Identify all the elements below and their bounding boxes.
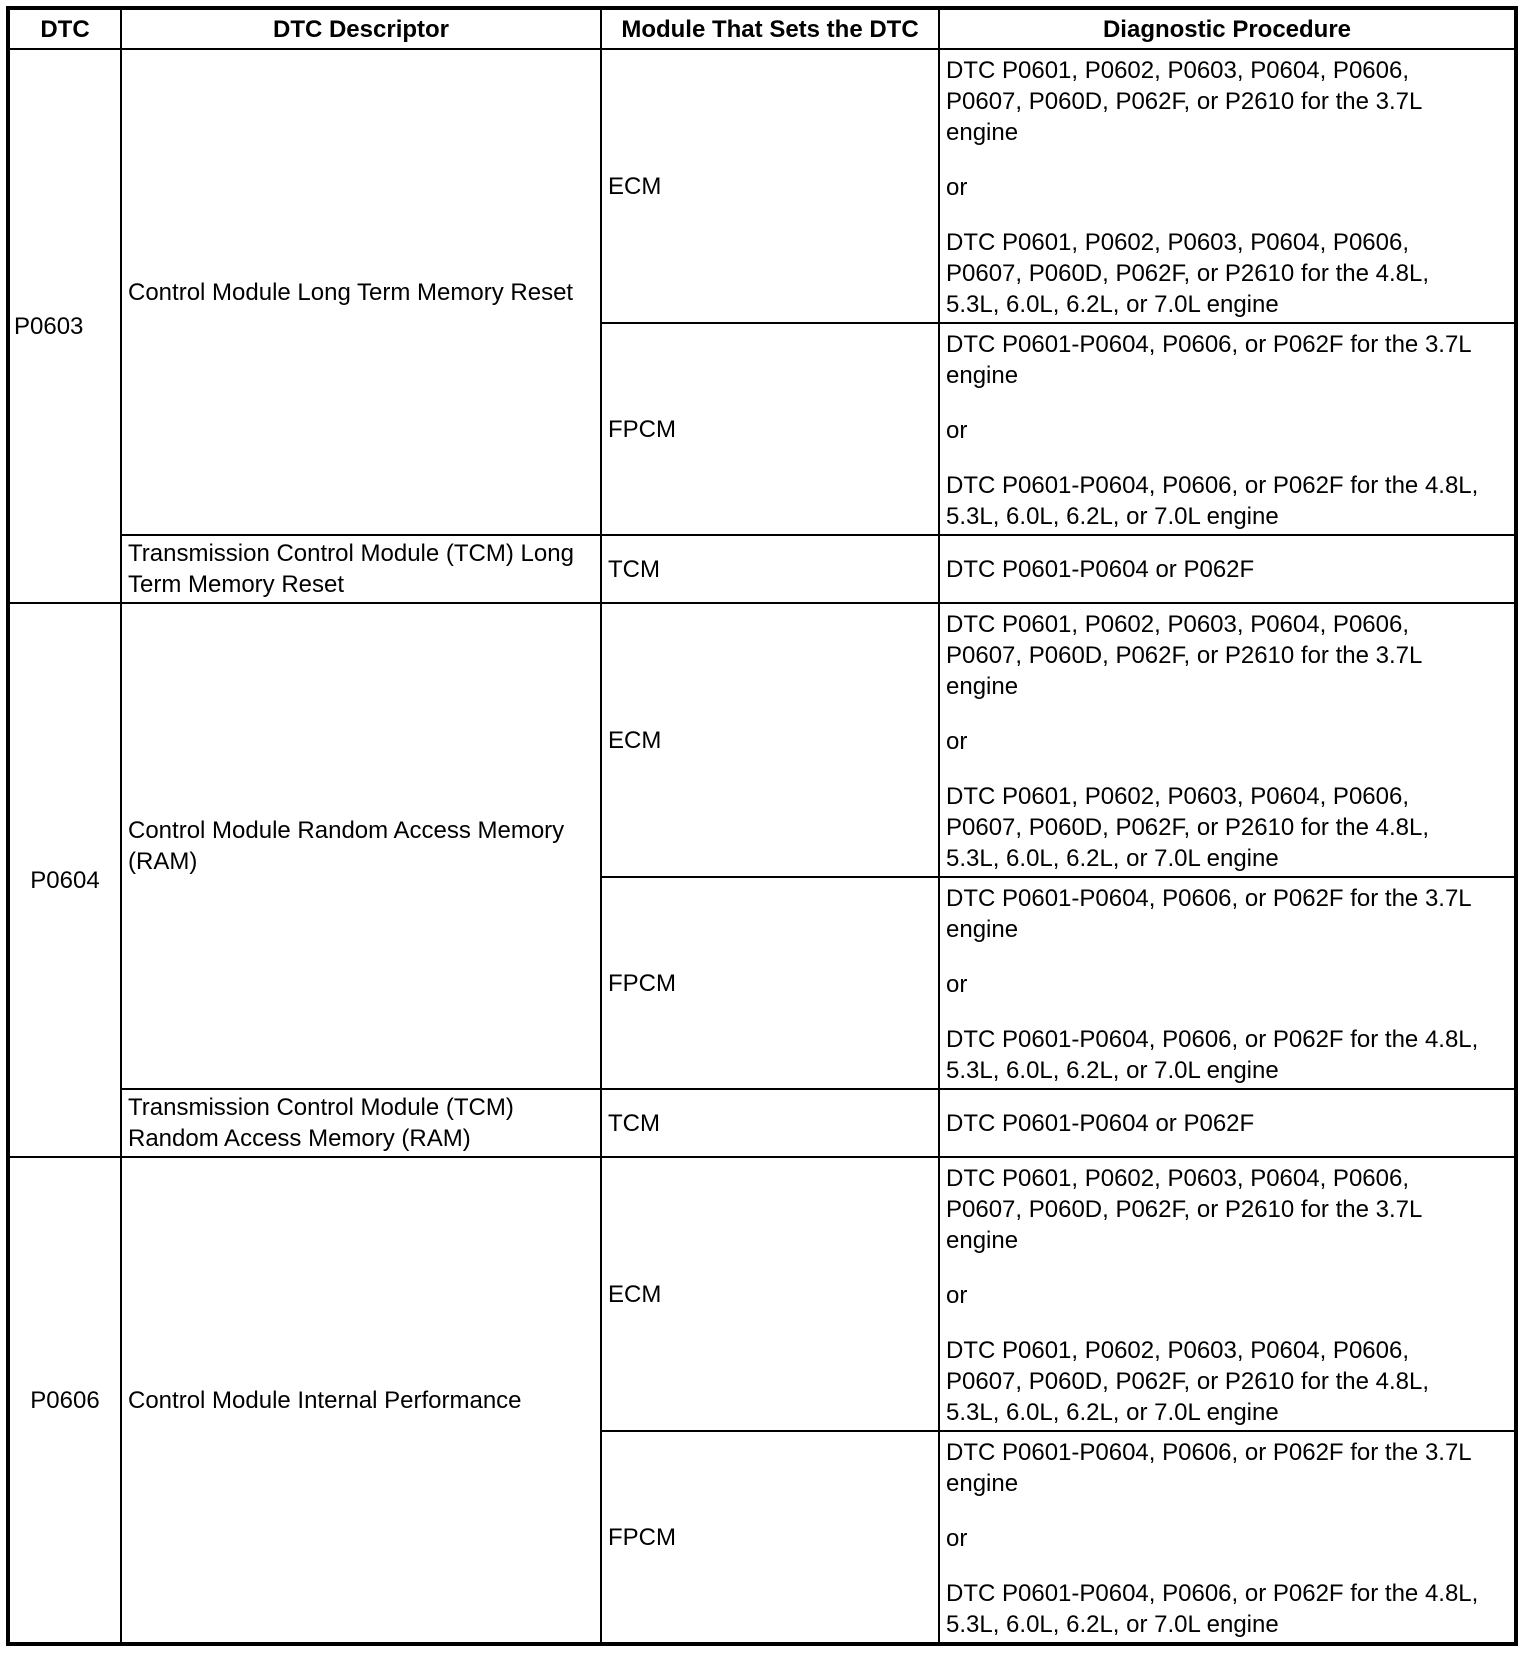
procedure-line: DTC P0601-P0604, P0606, or P062F for the 4.8L, bbox=[946, 471, 1479, 499]
procedure-line: DTC P0601-P0604, P0606, or P062F for the 3.7L bbox=[946, 330, 1472, 358]
procedure-cell bbox=[939, 323, 1516, 535]
descriptor-cell: Control Module Long Term Memory Reset bbox=[121, 49, 601, 535]
module-cell: FPCM bbox=[601, 877, 939, 1089]
table-row bbox=[8, 1089, 1516, 1157]
procedure-cell bbox=[939, 1431, 1516, 1644]
procedure-line: 5.3L, 6.0L, 6.2L, or 7.0L engine bbox=[946, 1610, 1279, 1638]
procedure-line: engine bbox=[946, 672, 1019, 700]
procedure-or: or bbox=[946, 416, 968, 444]
procedure-or: or bbox=[946, 173, 968, 201]
procedure-or: or bbox=[946, 1524, 968, 1552]
header-descriptor: DTC Descriptor bbox=[121, 8, 601, 49]
procedure-line: 5.3L, 6.0L, 6.2L, or 7.0L engine bbox=[946, 502, 1279, 530]
descriptor-line: Control Module Random Access Memory bbox=[128, 817, 565, 844]
procedure-line: P0607, P060D, P062F, or P2610 for the 4.8L, bbox=[946, 813, 1429, 841]
procedure-line: engine bbox=[946, 361, 1019, 389]
procedure-cell bbox=[939, 1157, 1516, 1431]
procedure-line: engine bbox=[946, 1226, 1019, 1254]
procedure-line: P0607, P060D, P062F, or P2610 for the 3.7L bbox=[946, 87, 1423, 115]
procedure-line: P0607, P060D, P062F, or P2610 for the 4.8L, bbox=[946, 259, 1429, 287]
dtc-code-cell: P0603 bbox=[8, 49, 121, 603]
module-cell: TCM bbox=[601, 535, 939, 603]
module-cell: FPCM bbox=[601, 1431, 939, 1644]
procedure-line: 5.3L, 6.0L, 6.2L, or 7.0L engine bbox=[946, 1398, 1279, 1426]
module-cell: FPCM bbox=[601, 323, 939, 535]
table-row bbox=[8, 535, 1516, 603]
dtc-table bbox=[6, 6, 1518, 1646]
descriptor-cell bbox=[121, 535, 601, 603]
header-module: Module That Sets the DTC bbox=[601, 8, 939, 49]
table-row bbox=[8, 49, 1516, 323]
procedure-line: P0607, P060D, P062F, or P2610 for the 3.7L bbox=[946, 641, 1423, 669]
module-cell: ECM bbox=[601, 49, 939, 323]
descriptor-cell: Control Module Internal Performance bbox=[121, 1157, 601, 1644]
descriptor-line: Random Access Memory (RAM) bbox=[128, 1125, 471, 1152]
descriptor-line: Transmission Control Module (TCM) bbox=[128, 1094, 514, 1121]
descriptor-line: Transmission Control Module (TCM) Long bbox=[128, 540, 574, 567]
procedure-line: DTC P0601, P0602, P0603, P0604, P0606, bbox=[946, 56, 1409, 84]
descriptor-cell bbox=[121, 603, 601, 1089]
module-cell: TCM bbox=[601, 1089, 939, 1157]
descriptor-line: (RAM) bbox=[128, 848, 198, 875]
header-row bbox=[8, 8, 1516, 49]
procedure-or: or bbox=[946, 970, 968, 998]
header-dtc: DTC bbox=[8, 8, 121, 49]
procedure-line: DTC P0601, P0602, P0603, P0604, P0606, bbox=[946, 610, 1409, 638]
dtc-code-cell: P0606 bbox=[8, 1157, 121, 1644]
procedure-line: 5.3L, 6.0L, 6.2L, or 7.0L engine bbox=[946, 290, 1279, 318]
procedure-line: DTC P0601, P0602, P0603, P0604, P0606, bbox=[946, 1164, 1409, 1192]
procedure-cell bbox=[939, 49, 1516, 323]
procedure-line: DTC P0601-P0604, P0606, or P062F for the 4.8L, bbox=[946, 1025, 1479, 1053]
descriptor-cell bbox=[121, 1089, 601, 1157]
procedure-line: 5.3L, 6.0L, 6.2L, or 7.0L engine bbox=[946, 844, 1279, 872]
procedure-line: DTC P0601-P0604, P0606, or P062F for the 4.8L, bbox=[946, 1579, 1479, 1607]
header-procedure: Diagnostic Procedure bbox=[939, 8, 1516, 49]
procedure-line: P0607, P060D, P062F, or P2610 for the 3.7L bbox=[946, 1195, 1423, 1223]
procedure-line: DTC P0601-P0604, P0606, or P062F for the 3.7L bbox=[946, 1438, 1472, 1466]
procedure-line: DTC P0601, P0602, P0603, P0604, P0606, bbox=[946, 782, 1409, 810]
procedure-or: or bbox=[946, 1281, 968, 1309]
procedure-line: DTC P0601-P0604, P0606, or P062F for the 3.7L bbox=[946, 884, 1472, 912]
procedure-line: P0607, P060D, P062F, or P2610 for the 4.8L, bbox=[946, 1367, 1429, 1395]
dtc-code-cell: P0604 bbox=[8, 603, 121, 1157]
descriptor-line: Term Memory Reset bbox=[128, 571, 345, 598]
procedure-cell: DTC P0601-P0604 or P062F bbox=[939, 1089, 1516, 1157]
procedure-cell bbox=[939, 603, 1516, 877]
table-row bbox=[8, 603, 1516, 877]
table-row bbox=[8, 1157, 1516, 1431]
procedure-line: engine bbox=[946, 915, 1019, 943]
procedure-line: engine bbox=[946, 118, 1019, 146]
module-cell: ECM bbox=[601, 603, 939, 877]
procedure-cell bbox=[939, 877, 1516, 1089]
procedure-or: or bbox=[946, 727, 968, 755]
procedure-line: DTC P0601, P0602, P0603, P0604, P0606, bbox=[946, 228, 1409, 256]
procedure-line: 5.3L, 6.0L, 6.2L, or 7.0L engine bbox=[946, 1056, 1279, 1084]
procedure-line: DTC P0601, P0602, P0603, P0604, P0606, bbox=[946, 1336, 1409, 1364]
procedure-line: engine bbox=[946, 1469, 1019, 1497]
module-cell: ECM bbox=[601, 1157, 939, 1431]
procedure-cell: DTC P0601-P0604 or P062F bbox=[939, 535, 1516, 603]
